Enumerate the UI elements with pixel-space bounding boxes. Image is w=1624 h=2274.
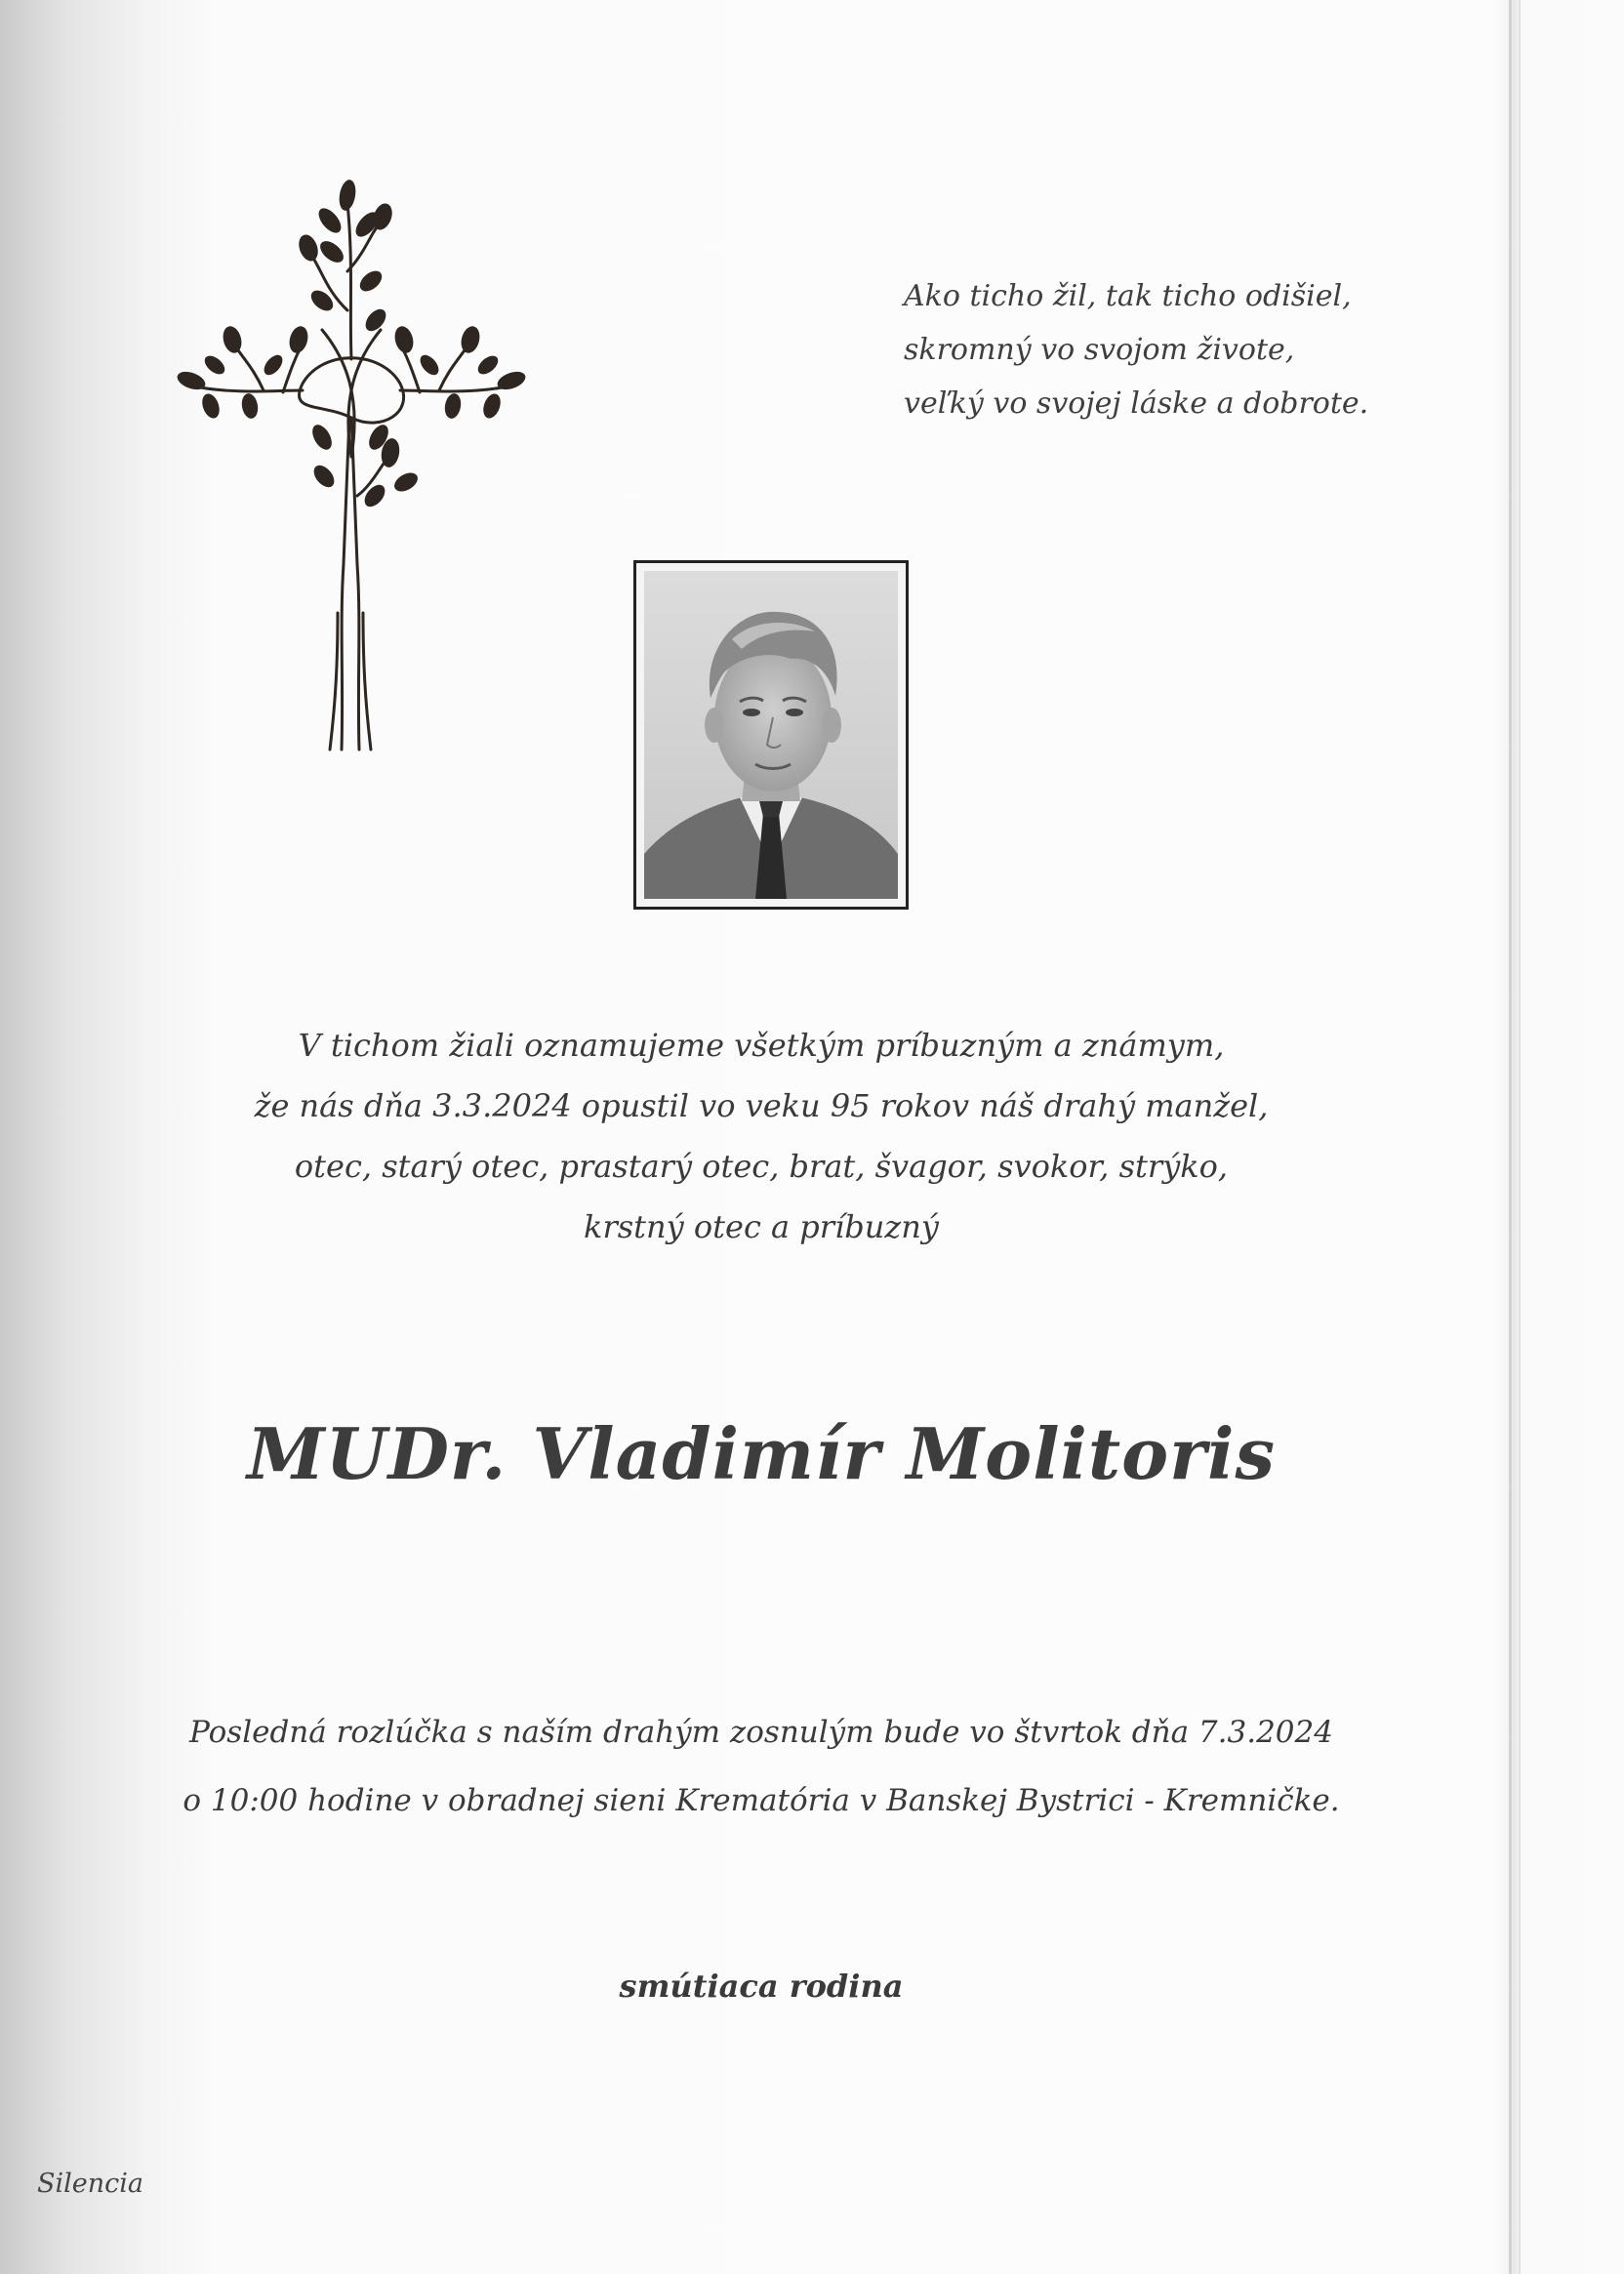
funeral-line-2: o 10:00 hodine v obradnej sieni Krematória v Banskej Bystrici - Kremničke. — [183, 1783, 1340, 1818]
motto-line-2: skromný vo svojom živote, — [904, 333, 1295, 367]
portrait-frame — [633, 560, 909, 910]
tree-cross-icon — [176, 174, 547, 759]
brand-mark: Silencia — [37, 2169, 143, 2199]
announcement — [176, 1015, 1347, 1257]
motto — [904, 269, 1411, 430]
funeral-details — [156, 1698, 1366, 1835]
motto-line-1: Ako ticho žil, tak ticho odišiel, — [904, 279, 1352, 313]
announcement-line-4: krstný otec a príbuzný — [584, 1208, 939, 1245]
motto-line-3: veľký vo svojej láske a dobrote. — [904, 386, 1369, 421]
funeral-line-1: Posledná rozlúčka s naším drahým zosnulým bude vo štvrtok dňa 7.3.2024 — [189, 1715, 1333, 1750]
page-edge-line-inner — [1519, 0, 1521, 2274]
page-edge-line — [1509, 0, 1512, 2274]
announcement-line-3: otec, starý otec, prastarý otec, brat, švagor, svokor, strýko, — [294, 1148, 1229, 1185]
portrait-photo — [644, 571, 898, 899]
announcement-line-2: že nás dňa 3.3.2024 opustil vo veku 95 rokov náš drahý manžel, — [254, 1087, 1269, 1124]
family-signature: smútiaca rodina — [619, 1968, 904, 2005]
deceased-name: MUDr. Vladimír Molitoris — [246, 1412, 1276, 1495]
announcement-line-1: V tichom žiali oznamujeme všetkým príbuzným a známym, — [298, 1027, 1225, 1064]
